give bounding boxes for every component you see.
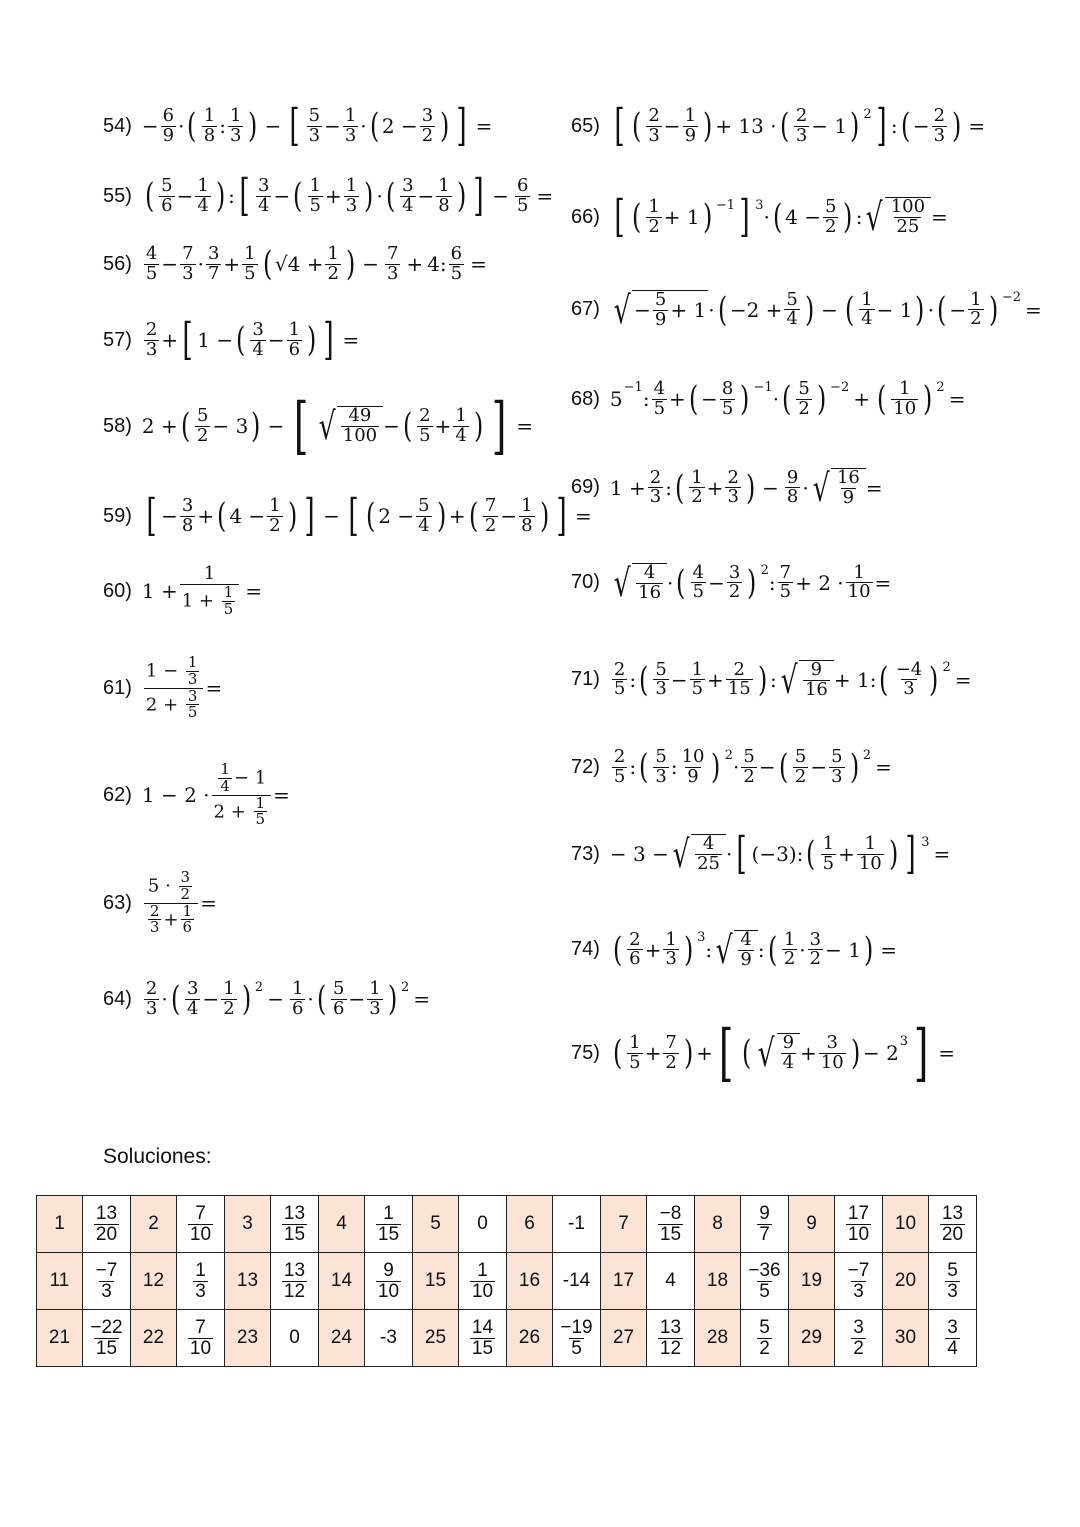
solution-value: $\frac{5}{2}$ bbox=[741, 1310, 789, 1367]
solution-key: 8 bbox=[695, 1196, 741, 1253]
solutions-title: Soluciones: bbox=[103, 1145, 212, 1168]
exercise-75 bbox=[571, 1016, 959, 1089]
solution-key: 18 bbox=[695, 1253, 741, 1310]
solution-key: 28 bbox=[695, 1310, 741, 1367]
expression: $\frac{4}{5}$ − $\frac{7}{3}$ · $\frac{3}{7}$ + $\frac{1}{5}$ ( √4 + $\frac{1}{2}$ ) − $\frac{7}{3}$ + 4: $\frac{6}{5}$ = bbox=[145, 243, 487, 285]
exercise-number: 68) bbox=[571, 387, 600, 410]
exercise-number: 56) bbox=[103, 252, 132, 275]
solution-value: $\frac{-7}{3}$ bbox=[83, 1253, 131, 1310]
solution-key: 30 bbox=[883, 1310, 929, 1367]
exercise-72 bbox=[571, 748, 896, 787]
solutions-table bbox=[36, 1195, 977, 1367]
solution-key: 4 bbox=[319, 1196, 365, 1253]
expression: [ ( $\frac{2}{3}$ − $\frac{1}{9}$ ) + 13 · ( $\frac{2}{3}$ − 1 ) 2 ] : ( − $\frac{2}{3}$ ) = bbox=[614, 100, 986, 151]
expression: − 3 − √ $\frac{4}{25}$ · [ (−3): ( $\frac{1}{5}$ + $\frac{1}{10}$ ) ] 3 = bbox=[609, 828, 951, 879]
exercise-number: 72) bbox=[571, 755, 600, 778]
exercise-number: 64) bbox=[103, 987, 132, 1010]
solution-key: 14 bbox=[319, 1253, 365, 1310]
solution-key: 26 bbox=[507, 1310, 553, 1367]
solution-value: $\frac{-7}{3}$ bbox=[835, 1253, 883, 1310]
exercise-number: 61) bbox=[103, 676, 132, 699]
solution-value: $\frac{9}{7}$ bbox=[741, 1196, 789, 1253]
solution-key: 17 bbox=[601, 1253, 647, 1310]
exercise-number: 65) bbox=[571, 114, 600, 137]
solution-value: $\frac{-22}{15}$ bbox=[83, 1310, 131, 1367]
solution-value: $\frac{13}{20}$ bbox=[929, 1196, 977, 1253]
exercise-number: 67) bbox=[571, 298, 600, 321]
solution-value: $\frac{-8}{15}$ bbox=[647, 1196, 695, 1253]
exercise-number: 59) bbox=[103, 504, 132, 527]
exercise-57 bbox=[103, 314, 363, 365]
exercise-number: 66) bbox=[571, 205, 600, 228]
solution-value: $\frac{3}{2}$ bbox=[835, 1310, 883, 1367]
solution-value: $\frac{1}{15}$ bbox=[365, 1196, 413, 1253]
exercise-55 bbox=[103, 170, 557, 221]
exercise-number: 70) bbox=[571, 571, 600, 594]
solutions-row bbox=[37, 1196, 977, 1253]
expression: √ − $\frac{5}{9}$ + 1 · ( −2 + $\frac{5}{4}$ ) − ( $\frac{1}{4}$ − 1 ) · ( − $\frac{1}{2}$ ) −2 = bbox=[613, 287, 1042, 332]
exercise-60 bbox=[103, 565, 266, 617]
solution-value: -1 bbox=[553, 1196, 601, 1253]
exercise-68 bbox=[571, 380, 969, 419]
solution-key: 27 bbox=[601, 1310, 647, 1367]
exercise-69 bbox=[571, 465, 883, 510]
solution-key: 6 bbox=[507, 1196, 553, 1253]
solution-value: 0 bbox=[271, 1310, 319, 1367]
solution-key: 9 bbox=[789, 1196, 835, 1253]
exercise-number: 62) bbox=[103, 783, 132, 806]
exercise-65 bbox=[571, 100, 989, 151]
solution-key: 21 bbox=[37, 1310, 83, 1367]
solution-key: 25 bbox=[413, 1310, 459, 1367]
exercise-71 bbox=[571, 657, 976, 702]
solution-value: 4 bbox=[647, 1253, 695, 1310]
exercise-66 bbox=[571, 191, 948, 242]
solution-value: $\frac{-36}{5}$ bbox=[741, 1253, 789, 1310]
expression: − $\frac{6}{9}$ · ( $\frac{1}{8}$ : $\frac{1}{3}$ ) − [ $\frac{5}{3}$ − $\frac{1}{3}$ · ( 2 − $\frac{3}{2}$ ) ] = bbox=[141, 100, 493, 151]
exercise-70 bbox=[571, 560, 892, 605]
expression: 2 + ( $\frac{5}{2}$ − 3 ) − [ √ $\frac{49}{100}$ − ( $\frac{2}{5}$ + $\frac{1}{4}$ ) ] = bbox=[141, 389, 534, 462]
solution-key: 10 bbox=[883, 1196, 929, 1253]
exercise-61 bbox=[103, 655, 222, 721]
exercise-number: 55) bbox=[103, 184, 132, 207]
expression: ( $\frac{1}{5}$ + $\frac{7}{2}$ ) + [ ( √ $\frac{9}{4}$ + $\frac{3}{10}$ ) − 2 3 ] = bbox=[612, 1016, 956, 1089]
solution-key: 1 bbox=[37, 1196, 83, 1253]
exercise-number: 58) bbox=[103, 414, 132, 437]
solution-key: 11 bbox=[37, 1253, 83, 1310]
exercise-54 bbox=[103, 100, 496, 151]
expression: $\frac{2}{5}$ : ( $\frac{5}{3}$ − $\frac{1}{5}$ + $\frac{2}{15}$ ) : √ $\frac{9}{16}$ + 1: ( $\frac{-4}{3}$ ) 2 = bbox=[613, 657, 972, 702]
expression: √ $\frac{4}{16}$ · ( $\frac{4}{5}$ − $\frac{3}{2}$ ) 2 : $\frac{7}{5}$ + 2 · $\frac{1}{10}$ = bbox=[613, 560, 892, 605]
solution-value: $\frac{3}{4}$ bbox=[929, 1310, 977, 1367]
expression: 5 −1 : $\frac{4}{5}$ + ( − $\frac{8}{5}$ ) −1 · ( $\frac{5}{2}$ ) −2 + ( $\frac{1}{10}$ ) 2 = bbox=[609, 378, 966, 420]
solution-value: $\frac{17}{10}$ bbox=[835, 1196, 883, 1253]
exercise-58 bbox=[103, 389, 537, 462]
solution-value: $\frac{14}{15}$ bbox=[459, 1310, 507, 1367]
solution-key: 12 bbox=[131, 1253, 177, 1310]
solution-key: 22 bbox=[131, 1310, 177, 1367]
solution-key: 16 bbox=[507, 1253, 553, 1310]
solution-value: $\frac{-19}{5}$ bbox=[553, 1310, 601, 1367]
solution-key: 23 bbox=[225, 1310, 271, 1367]
expression: ( $\frac{5}{6}$ − $\frac{1}{4}$ ) : [ $\frac{3}{4}$ − ( $\frac{1}{5}$ + $\frac{1}{3}$ ) · ( $\frac{3}{4}$ − $\frac{1}{8}$ ) ] − $\frac{6}{5}$ = bbox=[144, 170, 554, 221]
exercise-64 bbox=[103, 980, 434, 1019]
solution-value: $\frac{7}{10}$ bbox=[177, 1310, 225, 1367]
expression: 5 · $\frac{3}{2}$ $\frac{2}{3}$ + $\frac{1}{6}$ = bbox=[142, 870, 217, 936]
exercise-number: 73) bbox=[571, 842, 600, 865]
solution-value: $\frac{1}{10}$ bbox=[459, 1253, 507, 1310]
expression: [ − $\frac{3}{8}$ + ( 4 − $\frac{1}{2}$ ) ] − [ ( 2 − $\frac{5}{4}$ ) + ( $\frac{7}{2}$ − $\frac{1}{8}$ ) ] = bbox=[146, 490, 592, 541]
solution-key: 29 bbox=[789, 1310, 835, 1367]
exercise-number: 60) bbox=[103, 579, 132, 602]
exercise-number: 71) bbox=[571, 668, 600, 691]
exercise-number: 69) bbox=[571, 476, 600, 499]
expression: 1 + 1 1 + $\frac{1}{5}$ = bbox=[141, 563, 263, 618]
solution-value: $\frac{13}{12}$ bbox=[271, 1253, 319, 1310]
exercise-59 bbox=[103, 490, 596, 541]
exercise-73 bbox=[571, 828, 954, 879]
exercise-number: 63) bbox=[103, 891, 132, 914]
expression: $\frac{2}{3}$ + [ 1 − ( $\frac{3}{4}$ − $\frac{1}{6}$ ) ] = bbox=[145, 314, 360, 365]
solution-key: 13 bbox=[225, 1253, 271, 1310]
exercise-63 bbox=[103, 870, 217, 936]
solution-value: -14 bbox=[553, 1253, 601, 1310]
exercise-74 bbox=[571, 927, 901, 972]
solution-key: 20 bbox=[883, 1253, 929, 1310]
solutions-row bbox=[37, 1310, 977, 1367]
solution-key: 7 bbox=[601, 1196, 647, 1253]
expression: 1 + $\frac{2}{3}$ : ( $\frac{1}{2}$ + $\frac{2}{3}$ ) − $\frac{9}{8}$ · √ $\frac{16}{9}$ = bbox=[609, 465, 883, 510]
solution-value: $\frac{13}{12}$ bbox=[647, 1310, 695, 1367]
expression: 1 − 2 · $\frac{1}{4}$ − 1 2 + $\frac{1}{5}$ = bbox=[141, 760, 290, 829]
expression: $\frac{2}{5}$ : ( $\frac{5}{3}$ : $\frac{10}{9}$ ) 2 · $\frac{5}{2}$ − ( $\frac{5}{2}$ − $\frac{5}{3}$ ) 2 = bbox=[613, 746, 892, 788]
solution-value: $\frac{13}{15}$ bbox=[271, 1196, 319, 1253]
solution-value: 0 bbox=[459, 1196, 507, 1253]
expression: [ ( $\frac{1}{2}$ + 1 ) −1 ] 3 · ( 4 − $\frac{5}{2}$ ) : √ $\frac{100}{25}$ = bbox=[614, 191, 948, 242]
solution-value: $\frac{13}{20}$ bbox=[83, 1196, 131, 1253]
solution-value: $\frac{5}{3}$ bbox=[929, 1253, 977, 1310]
expression: 1 − $\frac{1}{3}$ 2 + $\frac{3}{5}$ = bbox=[145, 653, 223, 722]
exercise-number: 75) bbox=[571, 1041, 600, 1064]
solutions-row bbox=[37, 1253, 977, 1310]
solution-key: 5 bbox=[413, 1196, 459, 1253]
solution-key: 19 bbox=[789, 1253, 835, 1310]
exercise-number: 57) bbox=[103, 328, 132, 351]
solution-key: 15 bbox=[413, 1253, 459, 1310]
exercise-56 bbox=[103, 245, 491, 284]
expression: ( $\frac{2}{6}$ + $\frac{1}{3}$ ) 3 : √ $\frac{4}{9}$ : ( $\frac{1}{2}$ · $\frac{3}{2}$ − 1 ) = bbox=[612, 927, 897, 972]
solution-value: $\frac{7}{10}$ bbox=[177, 1196, 225, 1253]
solution-value: $\frac{1}{3}$ bbox=[177, 1253, 225, 1310]
exercise-number: 74) bbox=[571, 938, 600, 961]
exercise-67 bbox=[571, 287, 1046, 332]
expression: $\frac{2}{3}$ · ( $\frac{3}{4}$ − $\frac{1}{2}$ ) 2 − $\frac{1}{6}$ · ( $\frac{5}{6}$ − $\frac{1}{3}$ ) 2 = bbox=[145, 978, 431, 1020]
solution-value: -3 bbox=[365, 1310, 413, 1367]
solution-key: 3 bbox=[225, 1196, 271, 1253]
solution-key: 2 bbox=[131, 1196, 177, 1253]
exercise-number: 54) bbox=[103, 114, 132, 137]
solution-value: $\frac{9}{10}$ bbox=[365, 1253, 413, 1310]
solution-key: 24 bbox=[319, 1310, 365, 1367]
exercise-62 bbox=[103, 762, 290, 828]
